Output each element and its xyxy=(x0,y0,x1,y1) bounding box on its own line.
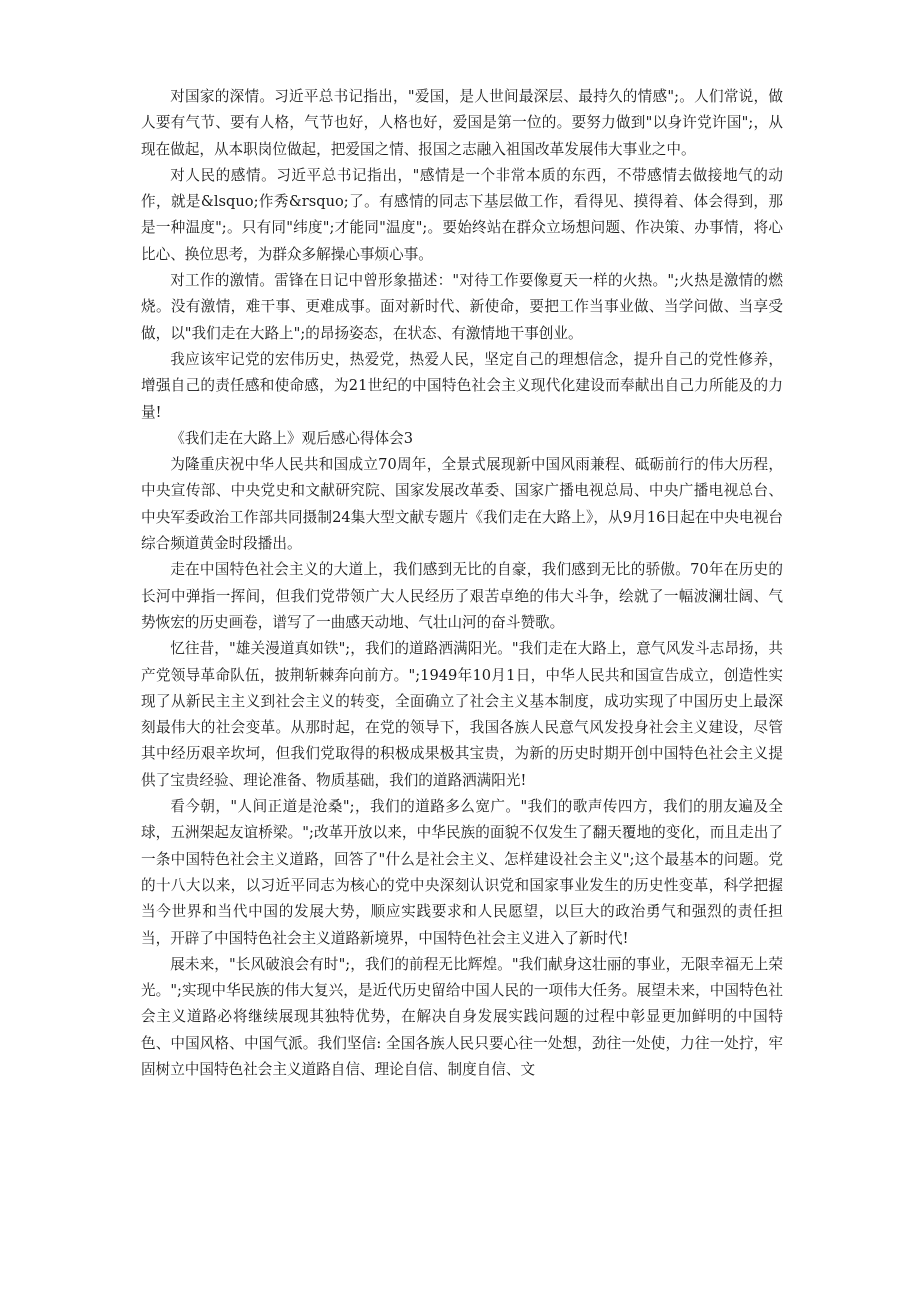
section-heading: 《我们走在大路上》观后感心得体会3 xyxy=(170,429,413,447)
paragraph-love-of-country: 对国家的深情。习近平总书记指出，"爱国，是人世间最深层、最持久的情感";。人们常说，做人要有气节、要有人格，气节也好，人格也好，爱国是第一位的。要努力做到"以身许党许国";，从现在做起，从本职岗位做起，把爱国之情、报国之志融入祖国改革发展伟大事业之中。 xyxy=(141,88,783,158)
paragraph-pride: 走在中国特色社会主义的大道上，我们感到无比的自豪，我们感到无比的骄傲。70年在历史的长河中弹指一挥间，但我们党带领广大人民经历了艰苦卓绝的伟大斗争，绘就了一幅波澜壮阔、气势恢宏的历史画卷，谱写了一曲感天动地、气壮山河的奋斗赞歌。 xyxy=(141,561,783,631)
paragraph-past: 忆往昔，"雄关漫道真如铁";，我们的道路洒满阳光。"我们走在大路上，意气风发斗志昂扬，共产党领导革命队伍，披荆斩棘奔向前方。";1949年10月1日，中华人民共和国宣告成立，创造性实现了从新民主主义到社会主义的转变，全面确立了社会主义基本制度，成功实现了中国历史上最深刻最伟大的社会变革。从那时起，在党的领导下，我国各族人民意气风发投身社会主义建设，尽管其中经历艰辛坎坷，但我们党取得的积极成果极其宝贵，为新的历史时期开创中国特色社会主义提供了宝贵经验、理论准备、物质基础，我们的道路洒满阳光! xyxy=(141,640,783,789)
paragraph-present: 看今朝，"人间正道是沧桑";，我们的道路多么宽广。"我们的歌声传四方，我们的朋友遍及全球，五洲架起友谊桥梁。";改革开放以来，中华民族的面貌不仅发生了翻天覆地的变化，而且走出了一条中国特色社会主义道路，回答了"什么是社会主义、怎样建设社会主义";这个最基本的问题。党的十八大以来，以习近平同志为核心的党中央深刻认识党和国家事业发生的历史性变革，科学把握当今世界和当代中国的发展大势，顺应实践要求和人民愿望，以巨大的政治勇气和强烈的责任担当，开辟了中国特色社会主义道路新境界，中国特色社会主义进入了新时代! xyxy=(141,798,783,947)
paragraph-passion-for-work: 对工作的激情。雷锋在日记中曾形象描述："对待工作要像夏天一样的火热。";火热是激情的燃烧。没有激情，难干事、更难成事。面对新时代、新使命，要把工作当事业做、当学问做、当享受做，以"我们走在大路上";的昂扬姿态，在状态、有激情地干事创业。 xyxy=(141,272,783,342)
paragraph-conclusion: 我应该牢记党的宏伟历史，热爱党，热爱人民，坚定自己的理想信念，提升自己的党性修养，增强自己的责任感和使命感，为21世纪的中国特色社会主义现代化建设而奉献出自己力所能及的力量! xyxy=(141,350,783,421)
paragraph-future: 展未来，"长风破浪会有时";，我们的前程无比辉煌。"我们献身这壮丽的事业，无限幸福无上荣光。";实现中华民族的伟大复兴，是近代历史留给中国人民的一项伟大任务。展望未来，中国特色社会主义道路必将继续展现其独特优势，在解决自身发展实践问题的过程中彰显更加鲜明的中国特色、中国风格、中国气派。我们坚信: 全国各族人民只要心往一处想，劲往一处使，力往一处拧，牢固树立中国特色社会主义道路自信、理论自信、制度自信、文 xyxy=(141,955,783,1078)
paragraph-intro: 为隆重庆祝中华人民共和国成立70周年，全景式展现新中国风雨兼程、砥砺前行的伟大历程，中央宣传部、中央党史和文献研究院、国家发展改革委、国家广播电视总局、中央广播电视总台、中央军委政治工作部共同摄制24集大型文献专题片《我们走在大路上》，从9月16日起在中央电视台综合频道黄金时段播出。 xyxy=(141,456,783,553)
paragraph-love-of-people: 对人民的感情。习近平总书记指出，"感情是一个非常本质的东西，不带感情去做接地气的动作，就是&lsquo;作秀&rsquo;了。有感情的同志下基层做工作，看得见、摸得着、体会得到，那是一种温度";。只有同"纬度";才能同"温度";。要始终站在群众立场想问题、作决策、办事情，将心比心、换位思考，为群众多解操心事烦心事。 xyxy=(141,166,783,263)
document-body xyxy=(141,84,783,1083)
